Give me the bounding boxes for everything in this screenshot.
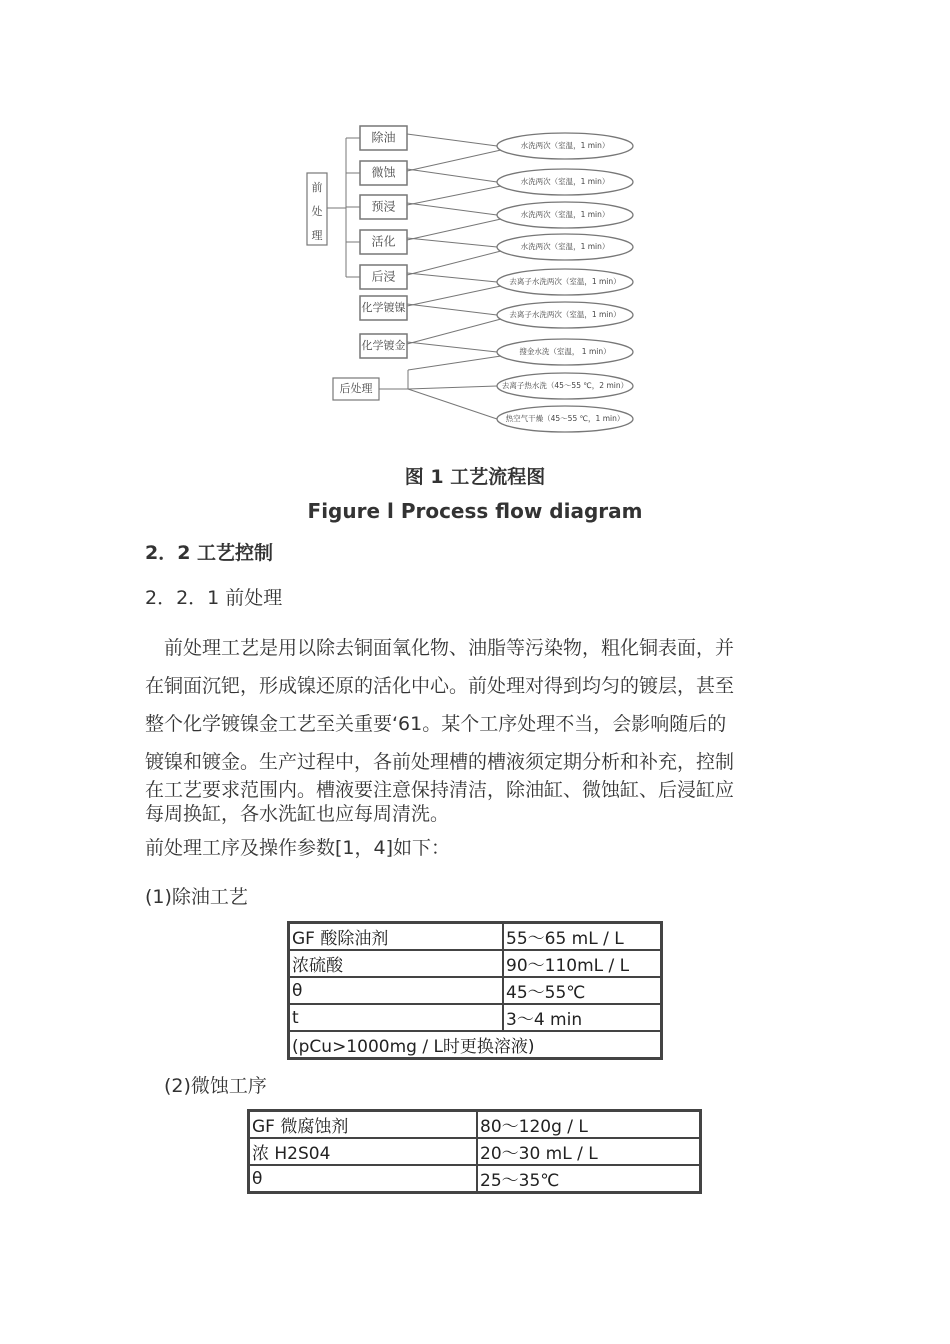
step2-title: (2)微蚀工序 — [164, 1075, 267, 1097]
process-step-label: 预浸 — [371, 199, 396, 214]
rinse-step-label: 去离子水洗两次（室温，1 min） — [509, 310, 621, 319]
flow-arrow — [407, 251, 501, 275]
paragraph-line: 前处理工艺是用以除去铜面氧化物、油脂等污染物，粗化铜表面，并 — [164, 637, 735, 659]
flow-arrow — [407, 286, 501, 306]
group-label-char: 理 — [311, 229, 323, 242]
rinse-step-label: 去离子热水洗（45～55 ℃，2 min） — [501, 381, 629, 390]
process-step-label: 除油 — [371, 130, 396, 145]
table-cell: GF 微腐蚀剂 — [249, 1111, 477, 1138]
table-row — [289, 950, 661, 977]
group-label-char: 前 — [311, 181, 323, 194]
table-note: (pCu>1000mg / L时更换溶液) — [289, 1031, 661, 1058]
flow-arrow — [408, 386, 497, 389]
table-cell: 3～4 min — [503, 1004, 661, 1031]
table-row — [289, 1004, 661, 1031]
table-row — [249, 1138, 700, 1165]
process-step-label: 化学镀镍 — [361, 301, 406, 314]
microetch-parameter-table — [247, 1109, 702, 1194]
flow-arrow — [407, 304, 497, 315]
process-step-label: 微蚀 — [371, 165, 396, 180]
table-cell: 25～35℃ — [477, 1165, 700, 1192]
table-cell: θ — [249, 1165, 477, 1192]
table-row — [289, 1031, 661, 1058]
flow-arrow — [407, 319, 501, 344]
rinse-step-label: 热空气干燥（45～55 ℃，1 min） — [505, 414, 625, 423]
flow-arrow — [407, 219, 501, 240]
paragraph-line: 镀镍和镀金。生产过程中，各前处理槽的槽液须定期分析和补充，控制 — [145, 751, 735, 773]
paragraph-line: 整个化学镀镍金工艺至关重要‘61。某个工序处理不当，会影响随后的 — [145, 713, 727, 735]
table-cell: t — [289, 1004, 503, 1031]
table-cell: 浓 H2S04 — [249, 1138, 477, 1165]
flow-arrow — [407, 150, 501, 171]
flow-arrow — [408, 356, 501, 370]
group-label-post: 后处理 — [339, 382, 373, 395]
flow-arrow — [407, 273, 497, 282]
table-row — [249, 1111, 700, 1138]
flow-arrow — [407, 238, 497, 247]
paragraph-line: 在工艺要求范围内。槽液要注意保持清洁，除油缸、微蚀缸、后浸缸应 — [145, 779, 735, 801]
rinse-step-label: 水洗两次（室温，1 min） — [520, 141, 610, 150]
section-heading: 2．2 工艺控制 — [145, 542, 274, 564]
paragraph-line: 在铜面沉钯，形成镍还原的活化中心。前处理对得到均匀的镀层，甚至 — [145, 675, 735, 697]
table-cell: 45～55℃ — [503, 977, 661, 1004]
process-step-label: 化学镀金 — [361, 339, 406, 352]
body-paragraph — [145, 637, 795, 825]
rinse-step-label: 去离子水洗两次（室温，1 min） — [509, 277, 621, 286]
degreasing-parameter-table — [287, 921, 663, 1060]
rinse-step-label: 水洗两次（室温，1 min） — [520, 177, 610, 186]
paragraph-line: 每周换缸，各水洗缸也应每周清洗。 — [145, 803, 450, 825]
process-flow-diagram — [300, 118, 650, 448]
step1-title: (1)除油工艺 — [145, 886, 248, 908]
process-step-label: 活化 — [371, 234, 396, 249]
flow-arrow — [407, 169, 497, 182]
table-cell: 90～110mL / L — [503, 950, 661, 977]
flow-arrow — [408, 389, 497, 419]
flow-arrow — [407, 186, 501, 205]
table-row — [289, 977, 661, 1004]
table-cell: 55～65 mL / L — [503, 923, 661, 950]
group-label-char: 处 — [311, 205, 323, 218]
table-cell: GF 酸除油剂 — [289, 923, 503, 950]
subsection-heading: 2．2．1 前处理 — [145, 587, 283, 609]
intro-line: 前处理工序及操作参数[1，4]如下： — [145, 837, 451, 859]
flow-arrow — [407, 203, 497, 215]
figure-caption-english: Figure l Process flow diagram — [307, 499, 643, 523]
table-cell: θ — [289, 977, 503, 1004]
flow-arrow — [407, 134, 497, 146]
flow-arrow — [407, 342, 497, 352]
figure-caption-chinese: 图 1 工艺流程图 — [404, 466, 546, 488]
rinse-step-label: 搜金水洗（室温， 1 min） — [519, 347, 611, 356]
rinse-step-label: 水洗两次（室温，1 min） — [520, 210, 610, 219]
table-cell: 20～30 mL / L — [477, 1138, 700, 1165]
rinse-step-label: 水洗两次（室温，1 min） — [520, 242, 610, 251]
table-row — [289, 923, 661, 950]
table-cell: 80～120g / L — [477, 1111, 700, 1138]
table-row — [249, 1165, 700, 1192]
table-cell: 浓硫酸 — [289, 950, 503, 977]
process-step-label: 后浸 — [371, 269, 396, 284]
